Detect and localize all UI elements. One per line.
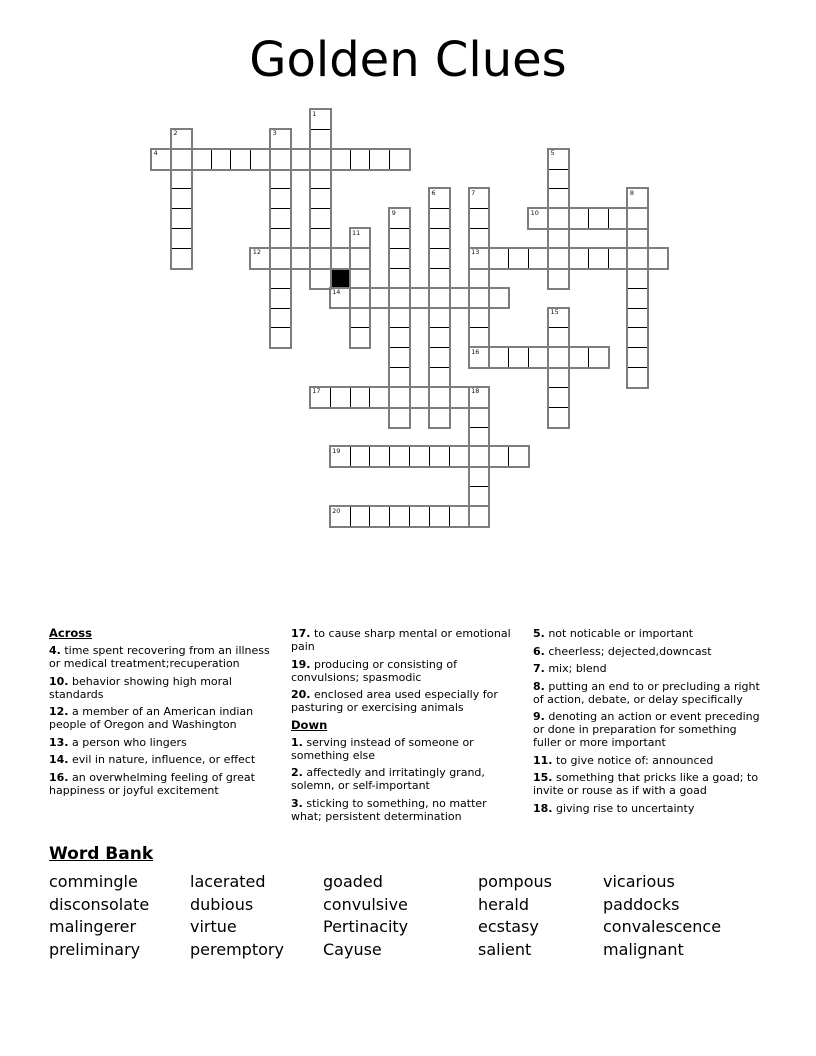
grid-cell[interactable]: [330, 288, 351, 309]
grid-cell[interactable]: [429, 446, 450, 467]
cell-number: 4: [153, 149, 158, 158]
grid-cell[interactable]: [568, 347, 589, 368]
grid-cell[interactable]: [211, 149, 232, 170]
grid-cell[interactable]: [350, 248, 371, 269]
cell-number: 6: [431, 188, 436, 197]
grid-cell[interactable]: [310, 169, 331, 190]
grid-cell[interactable]: [389, 506, 410, 527]
grid-cell[interactable]: [528, 248, 549, 269]
clue-number: 17.: [291, 627, 311, 640]
cell-number: 15: [550, 308, 559, 316]
crossword-grid: [151, 109, 669, 527]
grid-cell[interactable]: [310, 208, 331, 229]
grid-cell[interactable]: [369, 288, 390, 309]
clue-item: 14. evil in nature, influence, or effect: [49, 753, 256, 766]
grid-cell[interactable]: [627, 268, 648, 289]
grid-cell[interactable]: [528, 347, 549, 368]
grid-cell[interactable]: [469, 288, 490, 309]
word-bank-word: salient: [478, 939, 532, 959]
grid-cell[interactable]: [429, 268, 450, 289]
word-bank-word: dubious: [190, 894, 254, 914]
word-bank-word: Cayuse: [323, 939, 382, 959]
clue-number: 7.: [533, 662, 545, 675]
clue-item: 11. to give notice of: announced: [533, 753, 714, 767]
word-bank-word: convalescence: [603, 917, 722, 937]
grid-cell[interactable]: [449, 506, 470, 527]
grid-cell[interactable]: [469, 188, 490, 209]
grid-cell[interactable]: [429, 367, 450, 388]
clue-item: 8. putting an end to or precluding a right of action, debate, or delay specifically: [533, 679, 760, 706]
grid-cell[interactable]: [290, 149, 311, 170]
grid-cell[interactable]: [469, 208, 490, 229]
cell-number: 11: [352, 228, 361, 237]
grid-cell[interactable]: [310, 149, 331, 170]
grid-cell[interactable]: [488, 248, 509, 269]
clue-number: 2.: [291, 766, 303, 779]
grid-cell[interactable]: [350, 327, 371, 348]
grid-cell[interactable]: [627, 228, 648, 249]
grid-cell[interactable]: [548, 268, 569, 289]
grid-cell[interactable]: [350, 308, 371, 329]
grid-cell[interactable]: [469, 347, 490, 368]
clue-number: 14.: [49, 753, 69, 766]
grid-cell[interactable]: [548, 228, 569, 249]
grid-cell[interactable]: [270, 188, 291, 209]
grid-cell[interactable]: [350, 288, 371, 309]
grid-cell[interactable]: [270, 208, 291, 229]
grid-cell[interactable]: [270, 308, 291, 329]
clue-item: 7. mix; blend: [533, 662, 607, 675]
clue-number: 3.: [291, 796, 303, 810]
grid-cell[interactable]: [449, 446, 470, 467]
cell-number: 1: [312, 109, 317, 118]
grid-cell[interactable]: [469, 446, 490, 467]
grid-cell[interactable]: [369, 506, 390, 527]
grid-cell[interactable]: [389, 208, 410, 229]
grid-cell[interactable]: [469, 268, 490, 289]
grid-cell[interactable]: [389, 149, 410, 170]
grid-cell[interactable]: [508, 446, 529, 467]
grid-cell[interactable]: [469, 506, 490, 527]
grid-cell[interactable]: [389, 347, 410, 368]
grid-cell[interactable]: [369, 446, 390, 467]
grid-cell[interactable]: [270, 228, 291, 249]
word-bank-word: commingle: [49, 872, 138, 891]
grid-cell[interactable]: [548, 407, 569, 428]
clue-number: 10.: [49, 674, 69, 688]
cell-number: 18: [471, 387, 480, 396]
grid-cell[interactable]: [350, 506, 371, 527]
grid-cell[interactable]: [270, 149, 291, 170]
grid-cell[interactable]: [171, 149, 192, 170]
clue-item: 15. something that pricks like a goad; to invite or rouse as if with a goad: [533, 771, 759, 797]
word-bank-column: [49, 871, 149, 961]
grid-cell[interactable]: [250, 149, 271, 170]
grid-cell[interactable]: [429, 387, 450, 408]
clue-item: 12. a member of an American indian people of Oregon and Washington: [49, 705, 254, 731]
grid-cell[interactable]: [389, 308, 410, 329]
clue-number: 16.: [49, 770, 69, 784]
grid-cell[interactable]: [429, 407, 450, 428]
grid-cell[interactable]: [608, 208, 629, 229]
grid-cell[interactable]: [647, 248, 668, 269]
word-bank-word: malingerer: [49, 917, 137, 937]
clue-item: 20. enclosed area used especially for pasturing or exercising animals: [291, 688, 498, 714]
grid-cell[interactable]: [627, 288, 648, 309]
grid-cell[interactable]: [469, 387, 490, 408]
grid-cell[interactable]: [449, 387, 470, 408]
grid-cell[interactable]: [230, 149, 251, 170]
cell-number: 19: [332, 446, 341, 455]
clue-number: 6.: [533, 644, 545, 658]
grid-cell[interactable]: [627, 367, 648, 388]
grid-cell[interactable]: [330, 387, 351, 408]
grid-cell[interactable]: [389, 446, 410, 467]
grid-cell[interactable]: [469, 248, 490, 269]
word-bank-title: Word Bank: [49, 844, 154, 864]
cell-number: 8: [629, 188, 635, 197]
grid-cell[interactable]: [608, 248, 629, 269]
clue-item: 19. producing or consisting of convulsions; spasmodic: [291, 657, 457, 684]
clue-item: 16. an overwhelming feeling of great happiness or joyful excitement: [49, 770, 255, 797]
grid-cell[interactable]: [389, 288, 410, 309]
clue-item: 17. to cause sharp mental or emotional pain: [291, 627, 511, 653]
clue-item: 4. time spent recovering from an illness or medical treatment;recuperation: [49, 644, 270, 670]
grid-cell[interactable]: [330, 149, 351, 170]
clue-number: 11.: [533, 753, 553, 767]
cell-number: 14: [332, 288, 341, 297]
word-bank-word: paddocks: [603, 894, 680, 914]
grid-cell[interactable]: [588, 208, 609, 229]
word-bank-word: goaded: [323, 872, 383, 891]
grid-cell[interactable]: [409, 387, 430, 408]
grid-cell[interactable]: [528, 208, 549, 229]
clue-number: 1.: [291, 735, 303, 749]
cell-number: 17: [312, 387, 321, 396]
clue-number: 9.: [533, 710, 545, 723]
grid-cell[interactable]: [310, 109, 331, 130]
word-bank-column: [190, 871, 284, 961]
grid-cell[interactable]: [330, 506, 351, 527]
grid-cell[interactable]: [310, 129, 331, 150]
grid-cell[interactable]: [409, 446, 430, 467]
clue-item: 6. cheerless; dejected,downcast: [533, 644, 712, 658]
grid-cell[interactable]: [350, 228, 371, 249]
grid-cell[interactable]: [429, 506, 450, 527]
grid-cell[interactable]: [310, 228, 331, 249]
grid-cell[interactable]: [548, 208, 569, 229]
grid-cell[interactable]: [171, 248, 192, 269]
clue-item: 3. sticking to something, no matter what; persistent determination: [291, 796, 487, 823]
clue-number: 18.: [533, 801, 553, 815]
grid-cell[interactable]: [409, 288, 430, 309]
clue-item: 10. behavior showing high moral standards: [49, 674, 232, 701]
grid-cell[interactable]: [627, 248, 648, 269]
grid-cell[interactable]: [310, 268, 331, 289]
grid-cell[interactable]: [627, 327, 648, 348]
word-bank-word: malignant: [603, 939, 684, 959]
grid-cell[interactable]: [548, 308, 569, 329]
grid-cell[interactable]: [488, 347, 509, 368]
word-bank-word: herald: [478, 894, 529, 914]
word-bank-grid: [49, 871, 769, 966]
clue-number: 12.: [49, 705, 69, 718]
cell-number: 16: [471, 347, 480, 356]
grid-cell[interactable]: [429, 347, 450, 368]
grid-cell[interactable]: [449, 288, 470, 309]
clue-number: 19.: [291, 657, 311, 671]
grid-cell[interactable]: [270, 129, 291, 150]
cell-number: 2: [173, 129, 178, 138]
cell-number: 20: [332, 506, 341, 515]
cell-number: 9: [391, 208, 396, 217]
word-bank-word: convulsive: [323, 894, 408, 914]
grid-cell[interactable]: [171, 208, 192, 229]
clue-item: 5. not noticable or important: [533, 627, 694, 640]
clues-column-2: [291, 627, 519, 827]
word-bank-word: Pertinacity: [323, 917, 409, 937]
grid-cell[interactable]: [270, 288, 291, 309]
grid-cell[interactable]: [310, 387, 331, 408]
grid-cell[interactable]: [627, 308, 648, 329]
grid-cell[interactable]: [350, 387, 371, 408]
grid-cell[interactable]: [270, 169, 291, 190]
cell-number: 12: [252, 248, 262, 257]
grid-cell[interactable]: [568, 248, 589, 269]
grid-cell[interactable]: [270, 327, 291, 348]
grid-cell[interactable]: [548, 327, 569, 348]
clue-item: 13. a person who lingers: [49, 735, 187, 749]
clue-number: 8.: [533, 679, 545, 693]
grid-cell[interactable]: [627, 208, 648, 229]
grid-cell[interactable]: [548, 169, 569, 190]
grid-cell[interactable]: [389, 228, 410, 249]
word-bank-word: virtue: [190, 917, 237, 937]
puzzle-title: Golden Clues: [249, 32, 567, 88]
grid-cell[interactable]: [171, 129, 192, 150]
grid-cell[interactable]: [369, 387, 390, 408]
clue-item: 9. denoting an action or event preceding or done in preparation for something fuller or more important: [533, 710, 760, 749]
clue-number: 5.: [533, 627, 545, 640]
grid-cell[interactable]: [469, 486, 490, 507]
grid-cell[interactable]: [429, 308, 450, 329]
grid-cell[interactable]: [270, 268, 291, 289]
grid-cell[interactable]: [191, 149, 212, 170]
word-bank-word: lacerated: [190, 872, 266, 891]
grid-cell[interactable]: [270, 248, 291, 269]
grid-cell[interactable]: [508, 248, 529, 269]
grid-cell[interactable]: [568, 208, 589, 229]
grid-cell[interactable]: [548, 149, 569, 170]
grid-cell[interactable]: [389, 407, 410, 428]
clue-item: 18. giving rise to uncertainty: [533, 801, 695, 815]
word-bank-column: [478, 871, 552, 961]
clues-column-3: [533, 627, 767, 819]
clues-column-1: [49, 627, 282, 801]
grid-cell[interactable]: [409, 506, 430, 527]
black-cell: [330, 268, 351, 289]
clue-item: 1. serving instead of someone or something else: [291, 735, 474, 762]
word-bank-word: disconsolate: [49, 894, 150, 914]
word-bank-word: peremptory: [190, 939, 284, 959]
grid-cell[interactable]: [548, 248, 569, 269]
grid-cell[interactable]: [588, 347, 609, 368]
grid-cell[interactable]: [389, 367, 410, 388]
word-bank-word: vicarious: [603, 872, 675, 891]
grid-cell[interactable]: [548, 387, 569, 408]
grid-cell[interactable]: [429, 188, 450, 209]
clue-number: 20.: [291, 688, 311, 701]
grid-cell[interactable]: [350, 149, 371, 170]
grid-cell[interactable]: [310, 188, 331, 209]
grid-cell[interactable]: [389, 268, 410, 289]
grid-cell[interactable]: [350, 268, 371, 289]
clue-list-header: Across: [49, 626, 92, 640]
grid-cell[interactable]: [488, 446, 509, 467]
grid-cell[interactable]: [548, 188, 569, 209]
clue-list-header: Down: [291, 717, 328, 732]
grid-cell[interactable]: [389, 248, 410, 269]
grid-cell[interactable]: [429, 288, 450, 309]
grid-cell[interactable]: [548, 347, 569, 368]
clue-number: 4.: [49, 644, 61, 657]
word-bank-column: [603, 871, 721, 961]
grid-cell[interactable]: [171, 169, 192, 190]
grid-cell[interactable]: [469, 427, 490, 448]
grid-cell[interactable]: [171, 228, 192, 249]
word-bank-word: pompous: [478, 872, 552, 891]
grid-cell[interactable]: [250, 248, 271, 269]
grid-cell[interactable]: [429, 248, 450, 269]
clue-number: 15.: [533, 771, 553, 784]
cell-number: 3: [272, 129, 277, 138]
clue-number: 13.: [49, 735, 69, 749]
grid-cell[interactable]: [469, 327, 490, 348]
grid-cell[interactable]: [429, 208, 450, 229]
grid-cell[interactable]: [627, 188, 648, 209]
word-bank-word: ecstasy: [478, 917, 539, 937]
grid-cell[interactable]: [508, 347, 529, 368]
cell-number: 5: [550, 149, 555, 158]
grid-cell[interactable]: [330, 248, 351, 269]
grid-cell[interactable]: [548, 367, 569, 388]
grid-cell[interactable]: [310, 248, 331, 269]
word-bank-section: [49, 844, 769, 966]
word-bank-column: [323, 871, 408, 961]
grid-cell[interactable]: [469, 308, 490, 329]
grid-cell[interactable]: [429, 327, 450, 348]
grid-cell[interactable]: [429, 228, 450, 249]
grid-cell[interactable]: [369, 149, 390, 170]
grid-cell[interactable]: [151, 149, 172, 170]
grid-cell[interactable]: [469, 407, 490, 428]
grid-cell[interactable]: [330, 446, 351, 467]
word-bank-word: preliminary: [49, 939, 141, 959]
cell-number: 7: [471, 188, 476, 197]
grid-cell[interactable]: [627, 347, 648, 368]
grid-cell[interactable]: [171, 188, 192, 209]
grid-cell[interactable]: [350, 446, 371, 467]
grid-cell[interactable]: [389, 327, 410, 348]
grid-cell[interactable]: [389, 387, 410, 408]
grid-cell[interactable]: [290, 248, 311, 269]
grid-cell[interactable]: [469, 466, 490, 487]
grid-cell[interactable]: [469, 228, 490, 249]
grid-cell[interactable]: [588, 248, 609, 269]
cell-number: 10: [530, 208, 539, 217]
cell-number: 13: [471, 248, 480, 257]
grid-cell[interactable]: [488, 288, 509, 309]
clue-item: 2. affectedly and irritatingly grand, solemn, or self-important: [291, 766, 485, 792]
